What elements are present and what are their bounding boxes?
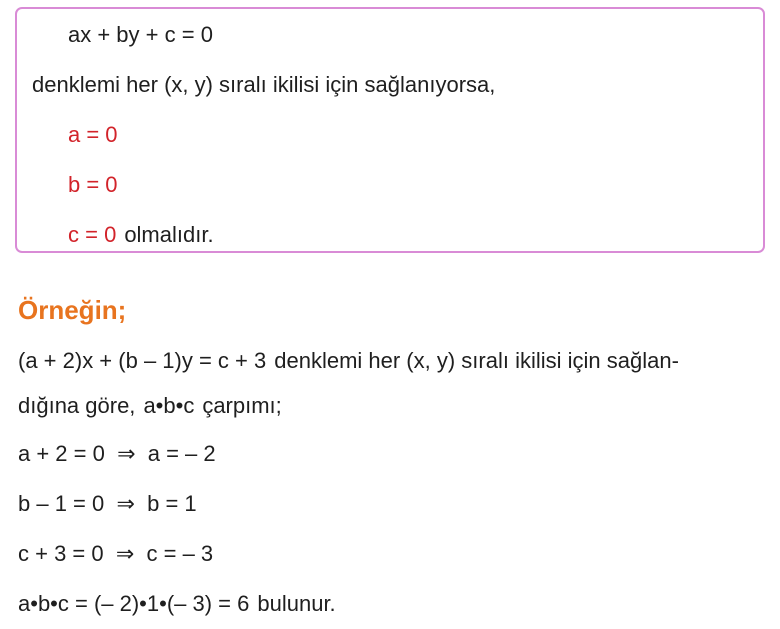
result-expr: a•b•c = (– 2)•1•(– 3) = 6 bbox=[18, 591, 250, 616]
rule-result-a: a = 0 bbox=[68, 122, 118, 147]
rule-result-c-line bbox=[68, 222, 214, 248]
rule-condition: denklemi her (x, y) sıralı ikilisi için sağlanıyorsa, bbox=[32, 72, 496, 97]
product-label: çarpımı; bbox=[202, 393, 282, 418]
rule-result-suffix: olmalıdır. bbox=[124, 222, 214, 247]
example-result-line bbox=[18, 591, 336, 617]
step-a: a + 2 = 0 ⇒ a = – 2 bbox=[18, 441, 216, 466]
rule-equation: ax + by + c = 0 bbox=[68, 22, 213, 47]
example-problem-line1 bbox=[18, 348, 679, 374]
rule-result-b: b = 0 bbox=[68, 172, 118, 197]
step-b: b – 1 = 0 ⇒ b = 1 bbox=[18, 491, 197, 516]
example-heading: Örneğin; bbox=[18, 295, 127, 325]
problem-text-line2: dığına göre, bbox=[18, 393, 136, 418]
problem-text-line1: denklemi her (x, y) sıralı ikilisi için sağlan- bbox=[274, 348, 679, 373]
rule-result-c: c = 0 bbox=[68, 222, 117, 247]
step-c: c + 3 = 0 ⇒ c = – 3 bbox=[18, 541, 214, 566]
result-word: bulunur. bbox=[257, 591, 336, 616]
problem-equation: (a + 2)x + (b – 1)y = c + 3 bbox=[18, 348, 267, 373]
example-problem-line2 bbox=[18, 393, 282, 419]
product-expr: a•b•c bbox=[143, 393, 195, 418]
